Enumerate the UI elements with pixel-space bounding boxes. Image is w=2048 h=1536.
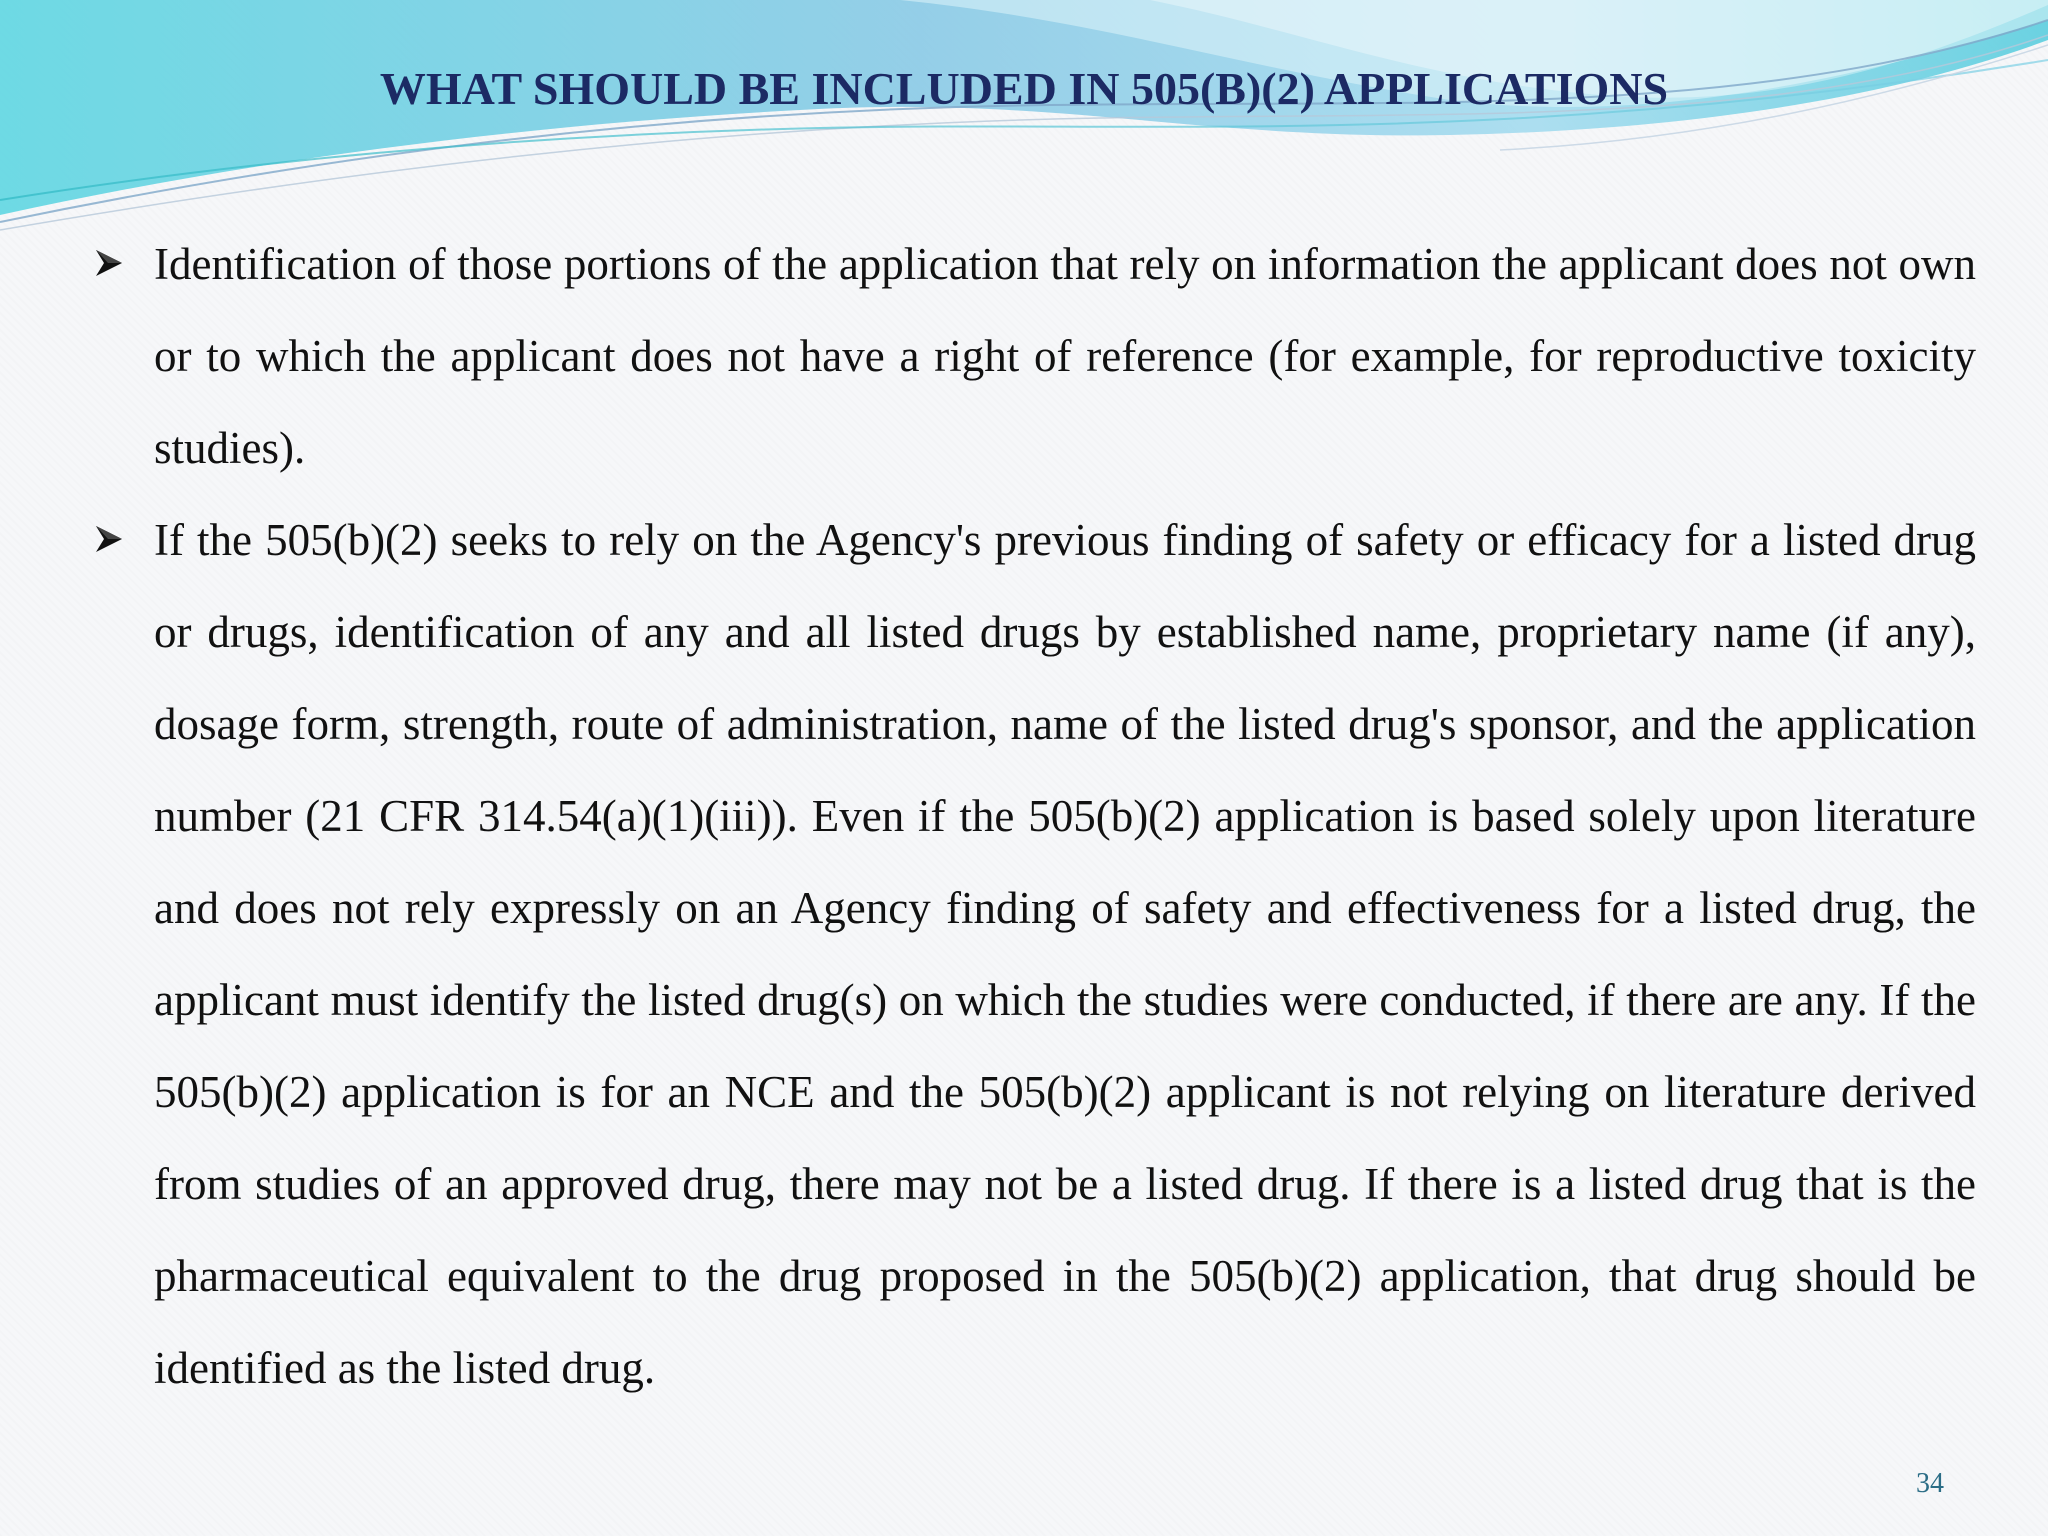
- slide-title: WHAT SHOULD BE INCLUDED IN 505(B)(2) APPLICATIONS: [379, 63, 1669, 114]
- arrowhead-bullet-icon: [94, 524, 124, 554]
- decorative-wave-header: [0, 0, 2048, 240]
- arrowhead-bullet-icon: [94, 248, 124, 278]
- bullet-list: [92, 218, 1976, 1414]
- list-item: [92, 494, 1976, 1414]
- bullet-text: Identification of those portions of the application that rely on information the applicant does not own or to which the applicant does not have a right of reference (for example, for reproductive toxicity studies).: [154, 239, 1976, 473]
- bullet-text: If the 505(b)(2) seeks to rely on the Agency's previous finding of safety or efficacy for a listed drug or drugs, identification of any and all listed drugs by established name, proprietary name (if any), dosage form, strength, route of administration, name of the listed drug's sponsor, and the application number (21 CFR 314.54(a)(1)(iii)). Even if the 505(b)(2) application is based solely upon literature and does not rely expressly on an Agency finding of safety and effectiveness for a listed drug, the applicant must identify the listed drug(s) on which the studies were conducted, if there are any. If the 505(b)(2) application is for an NCE and the 505(b)(2) applicant is not relying on literature derived from studies of an approved drug, there may not be a listed drug. If there is a listed drug that is the pharmaceutical equivalent to the drug proposed in the 505(b)(2) application, that drug should be identified as the listed drug.: [154, 515, 1976, 1393]
- list-item: [92, 218, 1976, 494]
- page-number: 34: [1916, 1468, 1944, 1499]
